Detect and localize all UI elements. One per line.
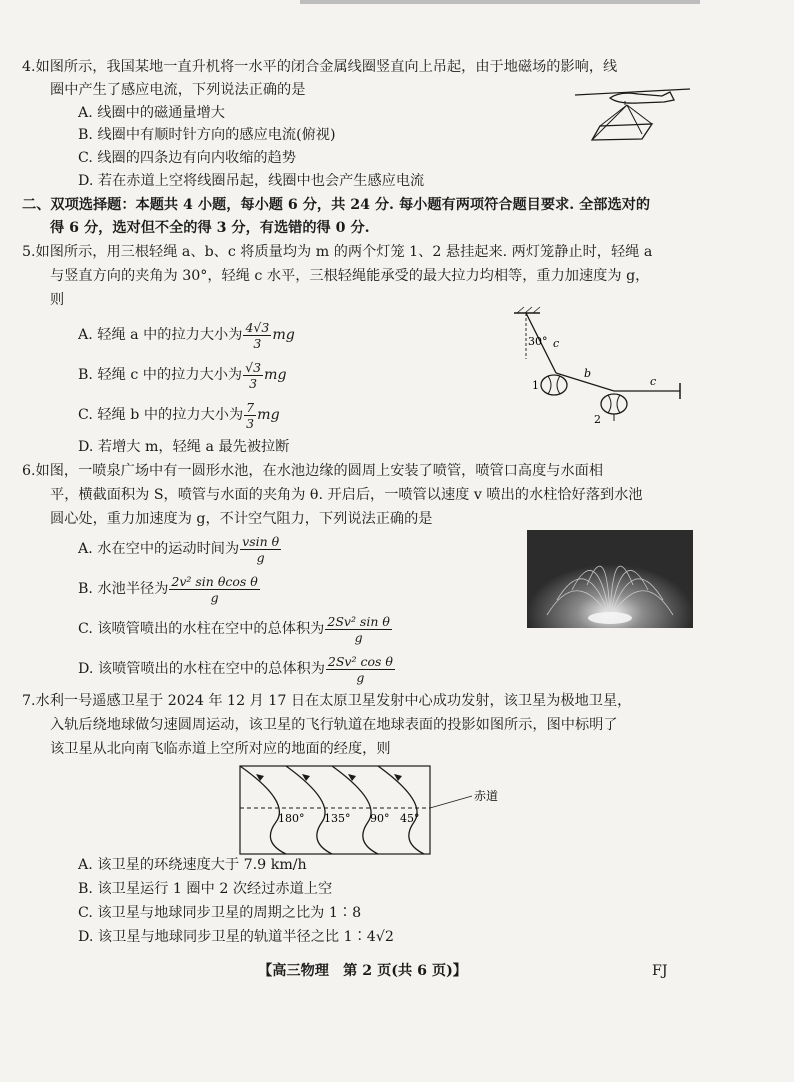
q6-option-b-fraction	[169, 574, 259, 605]
q5-b-unit: mg	[264, 367, 287, 383]
q6-stem-line3: 圆心处，重力加速度为 g，不计空气阻力，下列说法正确的是	[50, 511, 433, 527]
q7-fig-label-180: 180°	[278, 812, 305, 825]
q6-option-c-text: C. 该喷管喷出的水柱在空中的总体积为	[78, 621, 325, 637]
q6-option-b-text: B. 水池半径为	[78, 581, 169, 597]
q7-fig-equator: 赤道	[474, 789, 499, 803]
q5-option-c	[78, 398, 280, 432]
q6-option-d-text: D. 该喷管喷出的水柱在空中的总体积为	[78, 661, 325, 677]
q7-option-c: C. 该卫星与地球同步卫星的周期之比为 1∶8	[78, 905, 362, 921]
q5-b-denominator: 3	[249, 375, 258, 391]
footer-code: FJ	[652, 963, 668, 979]
q5-option-c-text: C. 轻绳 b 中的拉力大小为	[78, 407, 244, 423]
section2-heading-line2: 得 6 分，选对但不全的得 3 分，有选错的得 0 分.	[50, 220, 370, 236]
q5-fig-c-right: c	[650, 375, 657, 388]
q6-d-denominator: g	[356, 669, 365, 685]
q7-option-b: B. 该卫星运行 1 圈中 2 次经过赤道上空	[78, 881, 333, 897]
q5-a-numerator: 4√3	[245, 319, 270, 335]
q5-stem-line1: 5.如图所示，用三根轻绳 a、b、c 将质量均为 m 的两个灯笼 1、2 悬挂起来. 两灯笼静止时，轻绳 a	[22, 244, 653, 260]
q5-a-denominator: 3	[253, 335, 262, 351]
q5-c-denominator: 3	[246, 415, 255, 431]
q7-option-a: A. 该卫星的环绕速度大于 7.9 km/h	[78, 857, 307, 873]
q7-fig-label-45: 45°	[400, 812, 420, 825]
q7-ground-track-figure	[236, 762, 516, 858]
q6-option-c	[78, 612, 393, 646]
q5-fig-c-upper: c	[553, 337, 560, 350]
q5-option-b-fraction	[243, 360, 263, 391]
scan-top-edge	[300, 0, 700, 4]
q5-c-numerator: 7	[246, 399, 255, 415]
q5-c-unit: mg	[257, 407, 280, 423]
q7-stem-line3: 该卫星从北向南飞临赤道上空所对应的地面的经度，则	[50, 741, 391, 757]
q6-a-numerator: vsin θ	[242, 533, 280, 549]
q6-d-numerator: 2Sv² cos θ	[327, 653, 393, 669]
q5-option-a-fraction	[243, 320, 271, 351]
q4-option-c: C. 线圈的四条边有向内收缩的趋势	[78, 150, 296, 166]
footer-page-label: 【高三物理 第 2 页(共 6 页)】	[258, 963, 467, 979]
q6-option-b	[78, 572, 261, 606]
q7-stem-line1: 7.水利一号遥感卫星于 2024 年 12 月 17 日在太原卫星发射中心成功发射，该卫星为极地卫星，	[22, 693, 632, 709]
q5-fig-angle: 30°	[528, 335, 548, 348]
q4-stem-line2: 圈中产生了感应电流，下列说法正确的是	[50, 82, 306, 98]
q7-fig-label-90: 90°	[370, 812, 390, 825]
q5-fig-b: b	[584, 367, 592, 380]
q6-a-denominator: g	[256, 549, 265, 565]
q5-fig-lantern2: 2	[594, 413, 601, 426]
q6-option-a-fraction	[240, 534, 281, 565]
q4-helicopter-figure	[570, 84, 700, 148]
q5-stem-line3: 则	[50, 292, 65, 308]
q6-option-d-fraction	[326, 654, 395, 685]
q6-b-numerator: 2v² sin θcos θ	[171, 573, 258, 589]
q6-option-a-text: A. 水在空中的运动时间为	[78, 541, 240, 557]
q4-option-b: B. 线圈中有顺时针方向的感应电流(俯视)	[78, 127, 336, 143]
q4-option-d: D. 若在赤道上空将线圈吊起，线圈中也会产生感应电流	[78, 173, 425, 189]
q6-option-a	[78, 532, 282, 566]
q6-b-denominator: g	[210, 589, 219, 605]
q5-option-d: D. 若增大 m，轻绳 a 最先被拉断	[78, 439, 290, 455]
q6-option-c-fraction	[325, 614, 392, 645]
q5-option-a-text: A. 轻绳 a 中的拉力大小为	[78, 327, 243, 343]
q6-c-denominator: g	[354, 629, 363, 645]
q5-option-b-text: B. 轻绳 c 中的拉力大小为	[78, 367, 243, 383]
q4-option-a: A. 线圈中的磁通量增大	[78, 105, 225, 121]
q5-option-c-fraction	[244, 400, 256, 431]
q6-stem-line2: 平，横截面积为 S，喷管与水面的夹角为 θ. 开启后，一喷管以速度 v 喷出的水柱恰好落到水池	[50, 487, 643, 503]
section2-heading-line1: 二、双项选择题：本题共 4 小题，每小题 6 分，共 24 分. 每小题有两项符合题目要求. 全部选对的	[22, 197, 651, 213]
q5-b-numerator: √3	[245, 359, 262, 375]
q6-c-numerator: 2Sv² sin θ	[327, 613, 390, 629]
q4-stem-line1: 4.如图所示，我国某地一直升机将一水平的闭合金属线圈竖直向上吊起，由于地磁场的影响，线	[22, 59, 618, 75]
q5-lantern-figure	[512, 305, 692, 429]
q6-fountain-photo	[527, 530, 693, 628]
q7-stem-line2: 入轨后绕地球做匀速圆周运动，该卫星的飞行轨道在地球表面的投影如图所示，图中标明了	[50, 717, 618, 733]
q7-option-d: D. 该卫星与地球同步卫星的轨道半径之比 1∶4√2	[78, 929, 394, 945]
q5-stem-line2: 与竖直方向的夹角为 30°，轻绳 c 水平，三根轻绳能承受的最大拉力均相等，重力加速度为 g，	[50, 268, 650, 284]
q6-option-d	[78, 652, 396, 686]
q5-fig-lantern1: 1	[532, 379, 539, 392]
q7-fig-label-135: 135°	[324, 812, 351, 825]
q5-option-a	[78, 318, 295, 352]
q6-stem-line1: 6.如图，一喷泉广场中有一圆形水池，在水池边缘的圆周上安装了喷管，喷管口高度与水面相	[22, 463, 604, 479]
q5-a-unit: mg	[272, 327, 295, 343]
q5-option-b	[78, 358, 287, 392]
